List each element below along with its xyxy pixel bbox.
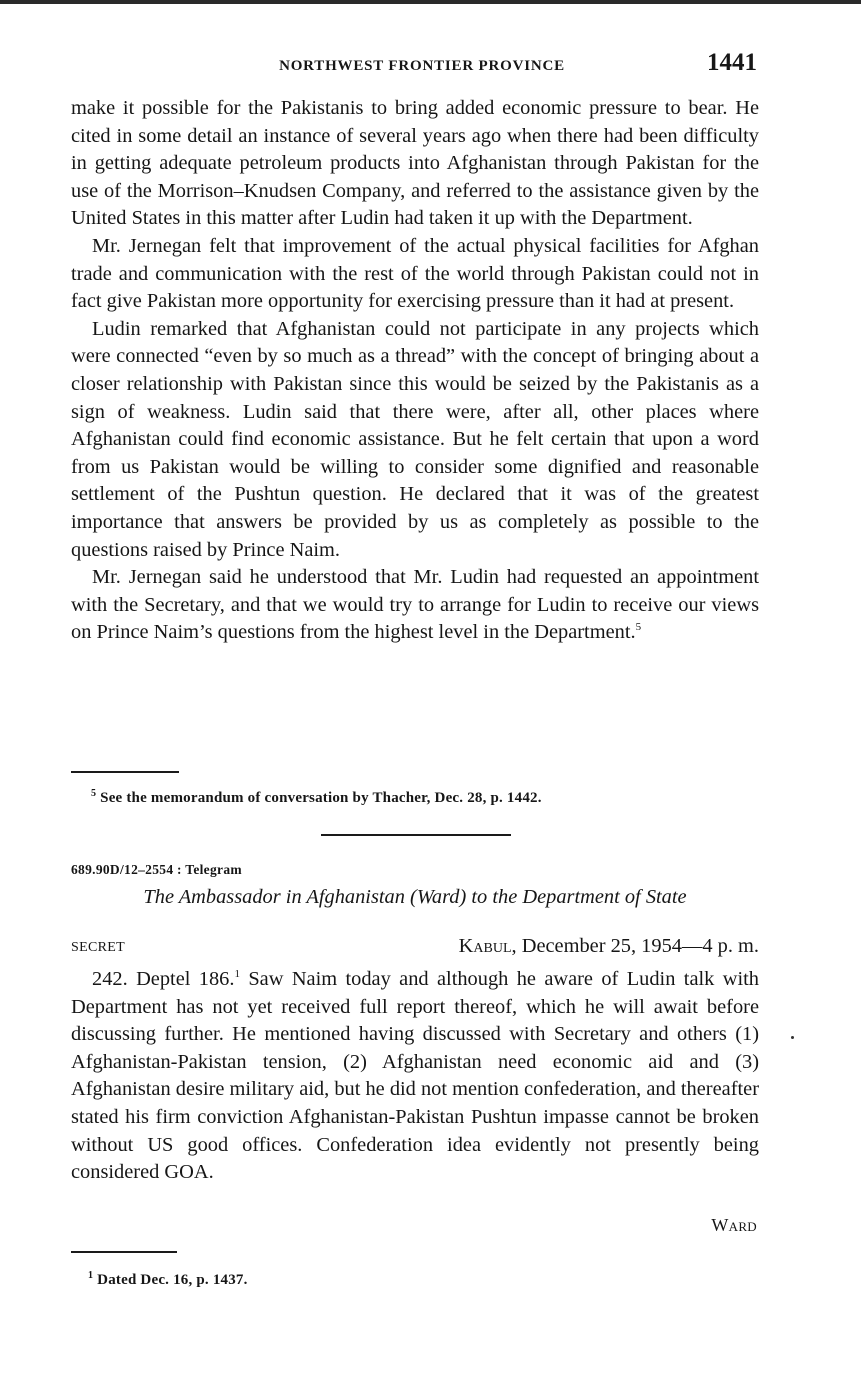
paragraph-3: Ludin remarked that Afghanistan could not participate in any projects which were connected “even by so much as a thread” with the concept of bringing about a closer relationship with Pakistan since this would be seized by the Pakistanis as a sign of weakness. Ludin said that there were, after all, other places where Afghanistan could find economic assistance. But he felt certain that upon a word from us Pakistan would be willing to consider some dignified and reasonable settlement of the Pushtun question. He declared that it was of the greatest importance that answers be provided by us as completely as possible to the questions raised by Prince Naim. (71, 317, 759, 561)
scan-speck (791, 1036, 794, 1039)
classification-label: SECRET (71, 940, 125, 955)
dateline-place: Kabul, (458, 935, 517, 957)
telegram-text: Saw Naim today and although he aware of Ludin talk with Department has not yet received full report thereof, which he will await before discussing further. He mentioned having discussed with Secretary and others (1) Afghanistan-Pakistan tension, (2) Afghanistan need economic aid and (3) Afghanistan desire military aid, but he did not mention confederation, and thereafter stated his firm conviction Afghanistan-Pakistan Pushtun impasse cannot be broken without US good offices. Confederation idea evidently not presently being considered GOA. (71, 968, 759, 1184)
footnote-rule-2 (71, 1251, 177, 1253)
memorandum-body (71, 95, 759, 647)
document-id: 689.90D/12–2554 : Telegram (71, 862, 242, 877)
footnote-5 (91, 790, 542, 807)
page-number: 1441 (707, 49, 757, 76)
footnote-1-text: Dated Dec. 16, p. 1437. (97, 1272, 248, 1288)
dateline (459, 935, 759, 958)
paragraph-1: make it possible for the Pakistanis to bring added economic pressure to bear. He cited in some detail an instance of several years ago when there had been difficulty in getting adequate petroleum products into Afghanistan through Pakistan for the use of the Morrison–Knudsen Company, and referred to the assistance given by the United States in this matter after Ludin had taken it up with the Department. (71, 97, 759, 230)
paragraph-4 (71, 564, 759, 647)
footnote-ref-5: 5 (635, 621, 642, 634)
running-header (71, 49, 759, 82)
footnote-rule (71, 771, 179, 773)
paragraph-4-text: Mr. Jernegan said he understood that Mr. Ludin had requested an appointment with the Secretary, and that we would try to arrange for Ludin to receive our views on Prince Naim’s questions from the highest level in the Department. (71, 566, 759, 644)
section-divider (321, 834, 511, 836)
footnote-1 (88, 1272, 248, 1289)
dateline-date: December 25, 1954—4 p. m. (521, 935, 759, 957)
telegram-body (71, 966, 759, 1187)
footnote-1-marker: 1 (88, 1270, 94, 1281)
telegram-reference: Deptel 186. (136, 968, 235, 990)
signature: Ward (711, 1215, 757, 1235)
scan-top-edge (0, 0, 861, 4)
document-heading: The Ambassador in Afghanistan (Ward) to the Department of State (143, 886, 687, 908)
running-title: NORTHWEST FRONTIER PROVINCE (279, 58, 565, 74)
footnote-5-text: See the memorandum of conversation by Thacher, Dec. 28, p. 1442. (100, 790, 542, 806)
footnote-ref-1: 1 (234, 968, 240, 980)
paragraph-2: Mr. Jernegan felt that improvement of the actual physical facilities for Afghan trade and communication with the rest of the world through Pakistan could not in fact give Pakistan more opportunity for exercising pressure than it had at present. (71, 234, 759, 313)
telegram-paragraph (71, 966, 759, 1187)
telegram-number: 242. (92, 968, 128, 990)
footnote-5-marker: 5 (91, 788, 97, 799)
